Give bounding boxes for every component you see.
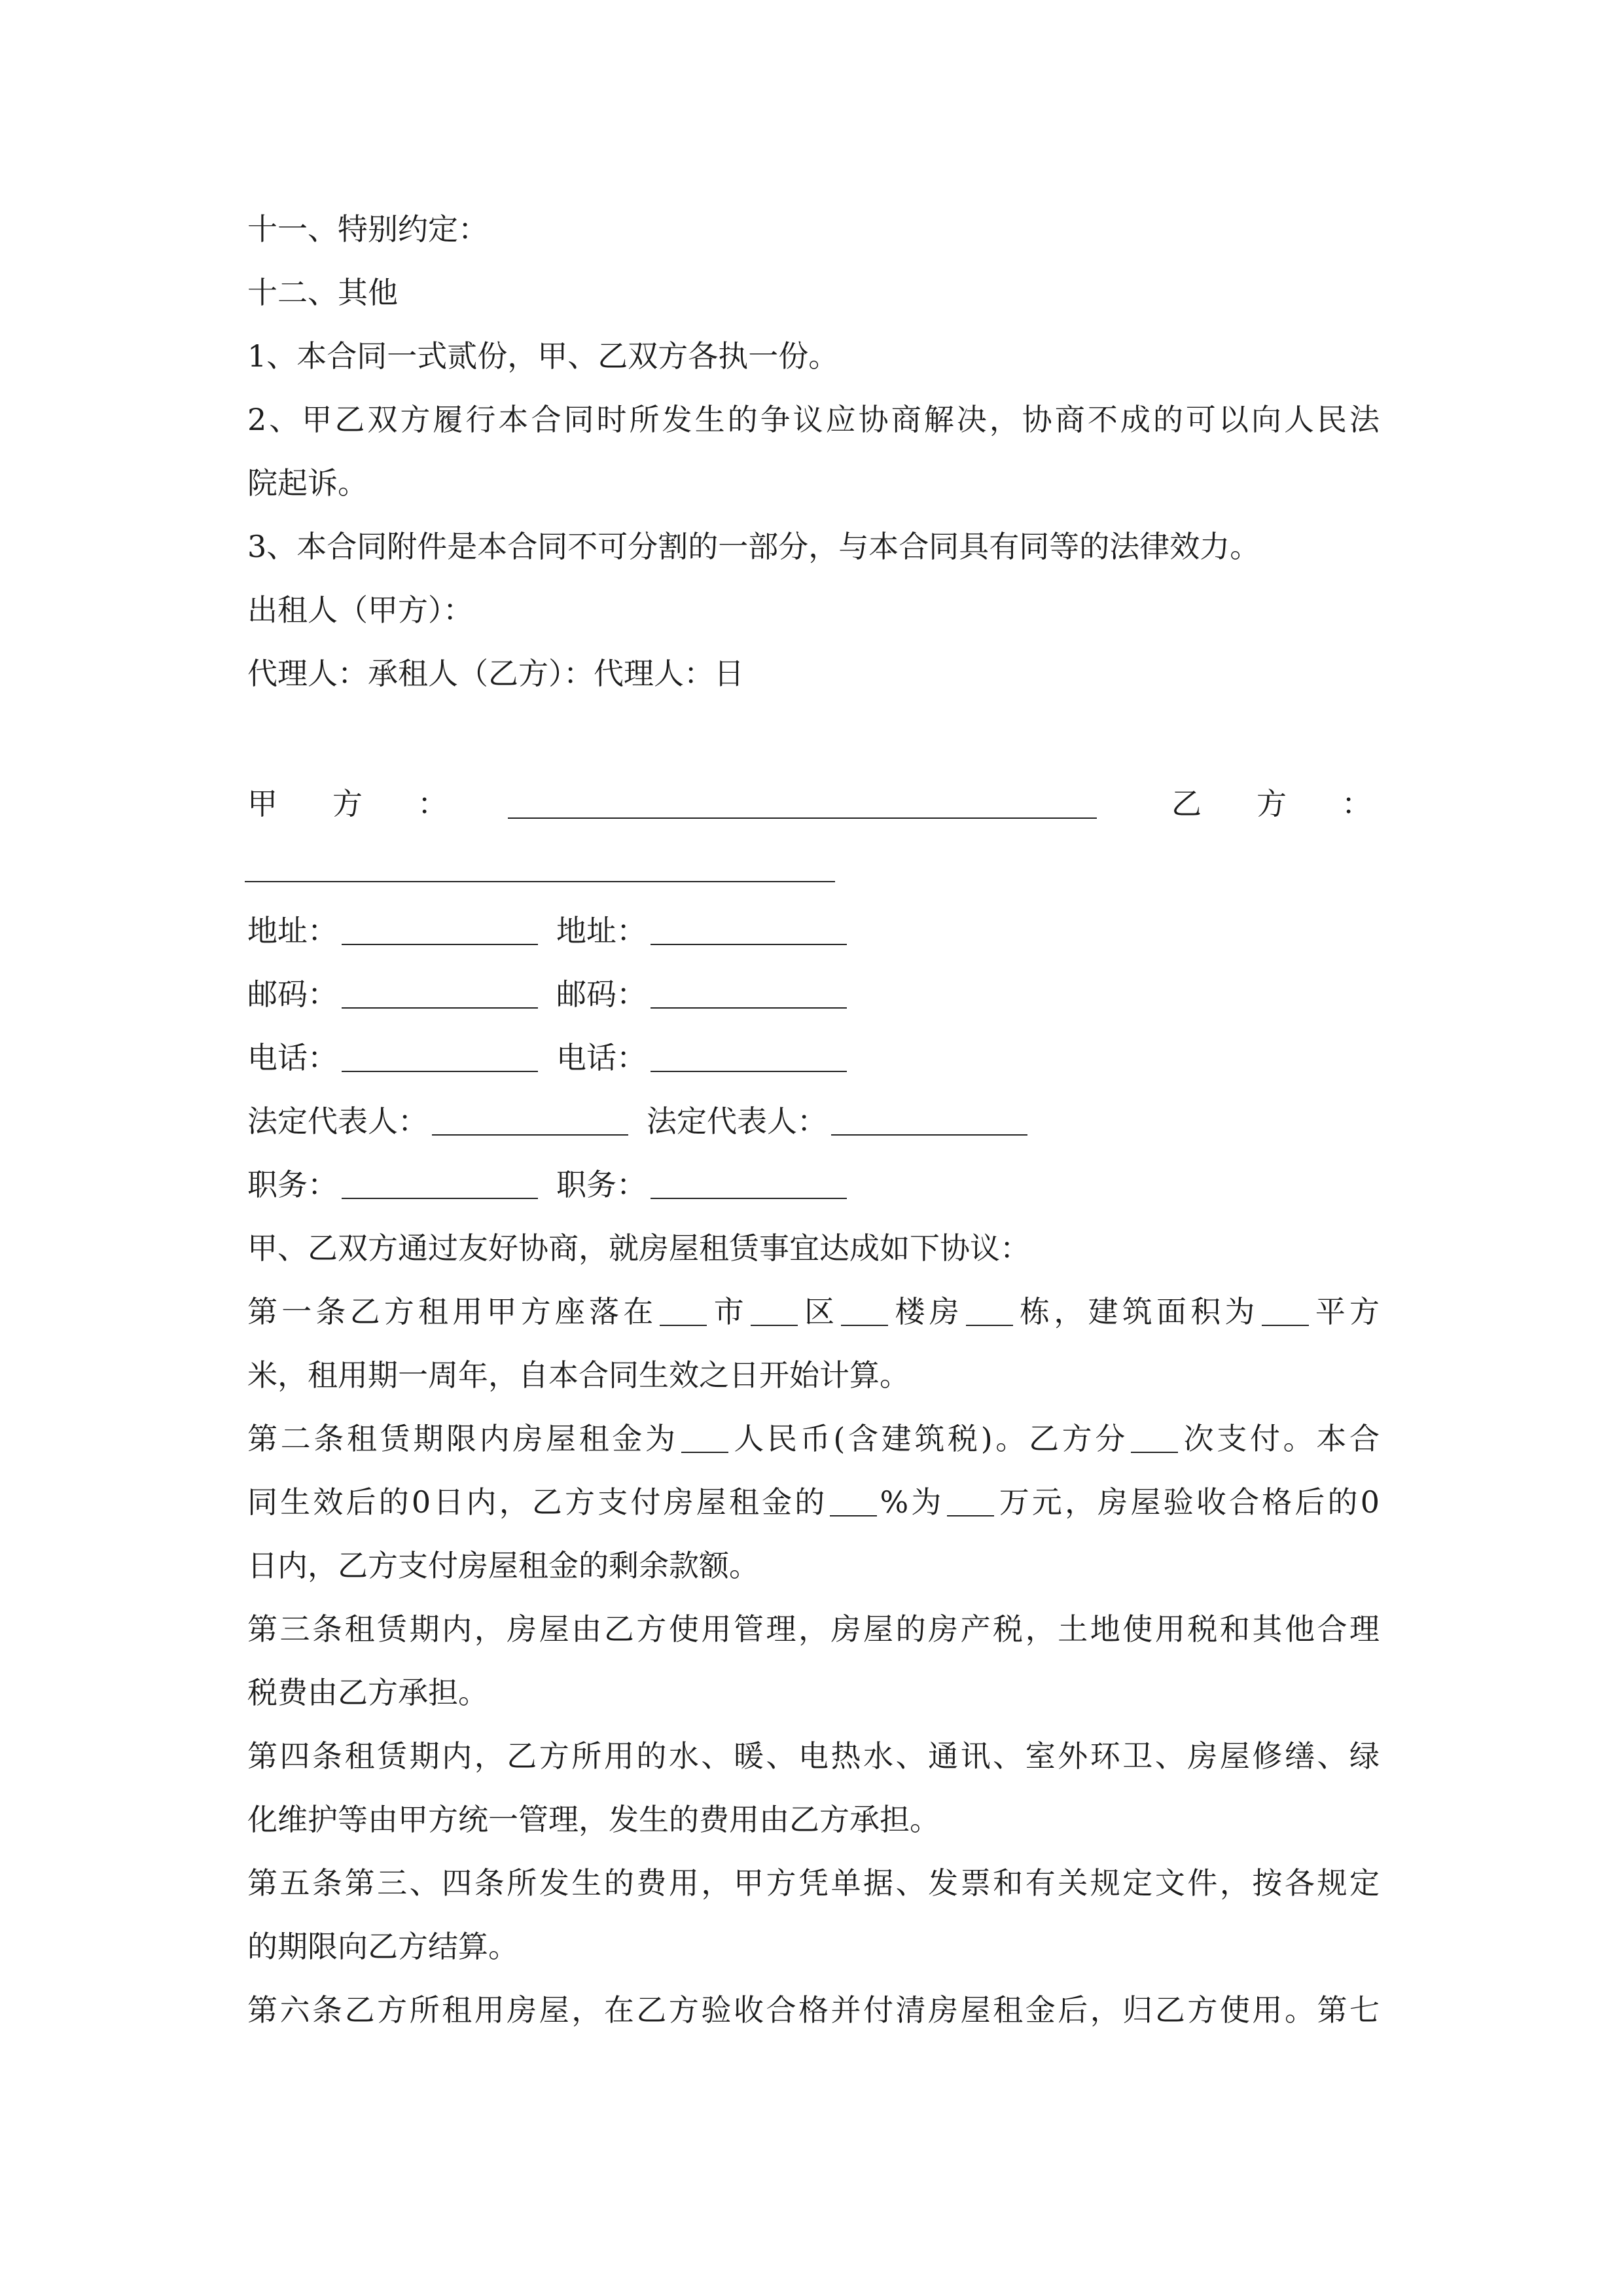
party-b-signature-line[interactable] bbox=[245, 881, 835, 882]
phone-label-b: 电话： bbox=[556, 1040, 647, 1075]
clause-2-line-1: 2、甲乙双方履行本合同时所发生的争议应协商解决，协商不成的可以向人民法 bbox=[247, 402, 1380, 437]
building-blank[interactable] bbox=[841, 1295, 888, 1326]
section-11-heading: 十一、特别约定： bbox=[247, 211, 488, 247]
clause-2-line-2: 院起诉。 bbox=[247, 465, 368, 501]
article-4-line-2: 化维护等由甲方统一管理，发生的费用由乙方承担。 bbox=[247, 1802, 940, 1837]
address-row bbox=[247, 899, 1380, 963]
legal-rep-label-a: 法定代表人： bbox=[247, 1103, 428, 1139]
party-b-colon: ： bbox=[1342, 786, 1372, 821]
postcode-row bbox=[247, 963, 1380, 1026]
position-blank-b[interactable] bbox=[651, 1168, 847, 1199]
installments-blank[interactable] bbox=[1131, 1422, 1178, 1453]
article-1-line-2: 米，租用期一周年，自本合同生效之日开始计算。 bbox=[247, 1357, 910, 1393]
article-5-line-2: 的期限向乙方结算。 bbox=[247, 1929, 518, 1964]
rent-amount-blank[interactable] bbox=[681, 1422, 728, 1453]
clauses-block bbox=[247, 198, 1380, 706]
clause-3: 3、本合同附件是本合同不可分割的一部分，与本合同具有同等的法律效力。 bbox=[247, 529, 1260, 564]
party-a-char-1: 甲 bbox=[247, 786, 277, 821]
article-5-line-1: 第五条第三、四条所发生的费用，甲方凭单据、发票和有关规定文件，按各规定 bbox=[247, 1865, 1380, 1901]
agreement-intro: 甲、乙双方通过友好协商，就房屋租赁事宜达成如下协议： bbox=[247, 1230, 1030, 1266]
amount-blank[interactable] bbox=[947, 1485, 994, 1516]
postcode-blank-a[interactable] bbox=[342, 977, 538, 1009]
article-2-line-1: 第二条租赁期限内房屋租金为 人民币(含建筑税)。乙方分 次支付。本合 bbox=[247, 1421, 1380, 1456]
address-label-b: 地址： bbox=[556, 913, 647, 948]
article-2-line-3: 日内，乙方支付房屋租金的剩余款额。 bbox=[247, 1548, 759, 1583]
district-blank[interactable] bbox=[751, 1295, 798, 1326]
legal-rep-blank-a[interactable] bbox=[432, 1104, 628, 1136]
article-2-line-2: 同生效后的0日内，乙方支付房屋租金的 %为 万元，房屋验收合格后的0 bbox=[247, 1484, 1380, 1520]
clause-1: 1、本合同一式贰份，甲、乙双方各执一份。 bbox=[247, 338, 839, 374]
phone-label-a: 电话： bbox=[247, 1040, 338, 1075]
phone-blank-a[interactable] bbox=[342, 1041, 538, 1072]
phone-blank-b[interactable] bbox=[651, 1041, 847, 1072]
article-3-line-2: 税费由乙方承担。 bbox=[247, 1675, 488, 1710]
party-b-char-2: 方 bbox=[1257, 786, 1287, 821]
legal-rep-label-b: 法定代表人： bbox=[647, 1103, 827, 1139]
city-blank[interactable] bbox=[660, 1295, 707, 1326]
position-label-b: 职务： bbox=[556, 1167, 647, 1202]
postcode-label-b: 邮码： bbox=[556, 977, 647, 1012]
article-4-line-1: 第四条租赁期内，乙方所用的水、暖、电热水、通讯、室外环卫、房屋修缮、绿 bbox=[247, 1738, 1380, 1774]
position-blank-a[interactable] bbox=[342, 1168, 538, 1199]
address-label-a: 地址： bbox=[247, 913, 338, 948]
signature-row bbox=[247, 772, 1380, 836]
party-b-char-1: 乙 bbox=[1171, 786, 1202, 821]
party-a-signature-line[interactable] bbox=[508, 817, 1097, 819]
party-a-char-2: 方 bbox=[332, 786, 363, 821]
lessor-label: 出租人（甲方）： bbox=[247, 592, 473, 628]
party-details bbox=[247, 899, 1380, 2042]
section-12-heading: 十二、其他 bbox=[247, 275, 398, 310]
article-3-line-1: 第三条租赁期内，房屋由乙方使用管理，房屋的房产税，土地使用税和其他合理 bbox=[247, 1611, 1380, 1647]
agents-line: 代理人：承租人（乙方）：代理人：日 bbox=[247, 656, 744, 691]
article-6-line-1: 第六条乙方所租用房屋，在乙方验收合格并付清房屋租金后，归乙方使用。第七 bbox=[247, 1992, 1380, 2028]
address-blank-a[interactable] bbox=[342, 914, 538, 945]
position-row bbox=[247, 1153, 1380, 1217]
phone-row bbox=[247, 1026, 1380, 1090]
position-label-a: 职务： bbox=[247, 1167, 338, 1202]
legal-rep-blank-b[interactable] bbox=[831, 1104, 1027, 1136]
unit-blank[interactable] bbox=[966, 1295, 1013, 1326]
postcode-blank-b[interactable] bbox=[651, 977, 847, 1009]
party-a-colon: ： bbox=[418, 786, 448, 821]
article-1-line-1: 第一条乙方租用甲方座落在 市 区 楼房 栋，建筑面积为 平方 bbox=[247, 1294, 1380, 1329]
percent-blank[interactable] bbox=[830, 1485, 877, 1516]
area-blank[interactable] bbox=[1262, 1295, 1309, 1326]
legal-rep-row bbox=[247, 1090, 1380, 1153]
address-blank-b[interactable] bbox=[651, 914, 847, 945]
postcode-label-a: 邮码： bbox=[247, 977, 338, 1012]
